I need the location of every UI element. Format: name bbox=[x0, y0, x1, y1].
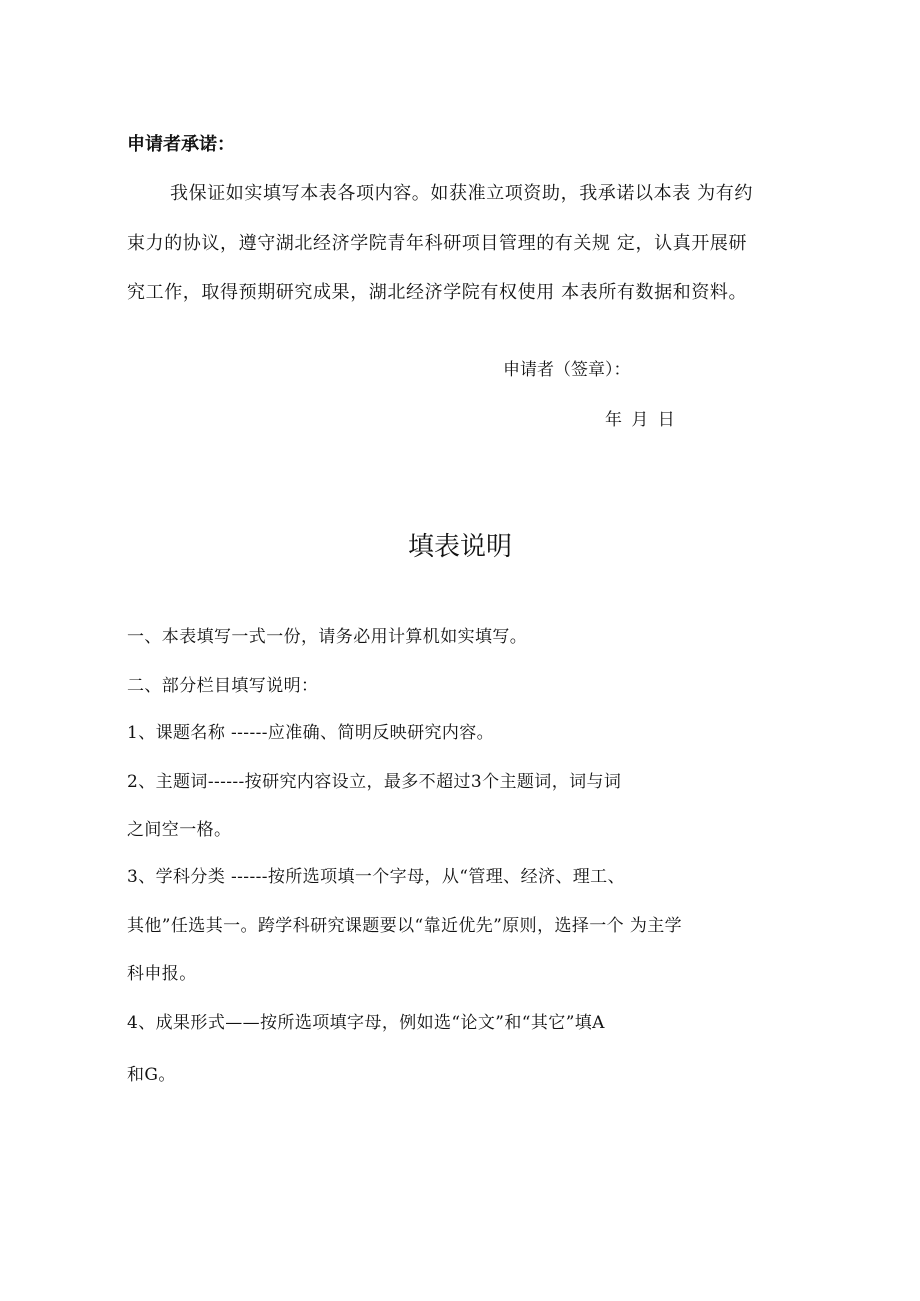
instruction-subitem-continuation: 和G。 bbox=[127, 1065, 176, 1085]
instruction-subitem-continuation: 之间空一格。 bbox=[127, 820, 232, 840]
instruction-subitem-continuation: 其他”任选其一。跨学科研究课题要以“靠近优先”原则，选择一个 为主学 bbox=[127, 916, 683, 936]
instruction-subitem: 2、主题词------按研究内容设立，最多不超过3个主题词，词与词 bbox=[127, 772, 622, 792]
instruction-item: 一、本表填写一式一份，请务必用计算机如实填写。 bbox=[127, 627, 528, 647]
instruction-subitem: 4、成果形式——按所选项填字母，例如选“论文”和“其它”填A bbox=[127, 1013, 605, 1033]
pledge-heading: 申请者承诺： bbox=[127, 134, 235, 155]
instruction-subitem-continuation: 科申报。 bbox=[127, 964, 197, 984]
date-label: 年 月 日 bbox=[605, 410, 677, 430]
signature-label: 申请者（签章）： bbox=[503, 360, 631, 380]
instructions-title: 填表说明 bbox=[407, 532, 512, 562]
pledge-text-line: 束力的协议，遵守湖北经济学院青年科研项目管理的有关规 定，认真开展研 bbox=[127, 233, 748, 254]
pledge-text-line: 究工作，取得预期研究成果，湖北经济学院有权使用 本表所有数据和资料。 bbox=[127, 282, 748, 303]
instruction-item: 二、部分栏目填写说明： bbox=[127, 676, 319, 696]
instruction-subitem: 3、学科分类 ------按所选项填一个字母，从“管理、经济、理工、 bbox=[127, 867, 625, 887]
pledge-text-line: 我保证如实填写本表各项内容。如获准立项资助，我承诺以本表 为有约 bbox=[170, 183, 753, 204]
instruction-subitem: 1、课题名称 ------应准确、简明反映研究内容。 bbox=[127, 723, 495, 743]
